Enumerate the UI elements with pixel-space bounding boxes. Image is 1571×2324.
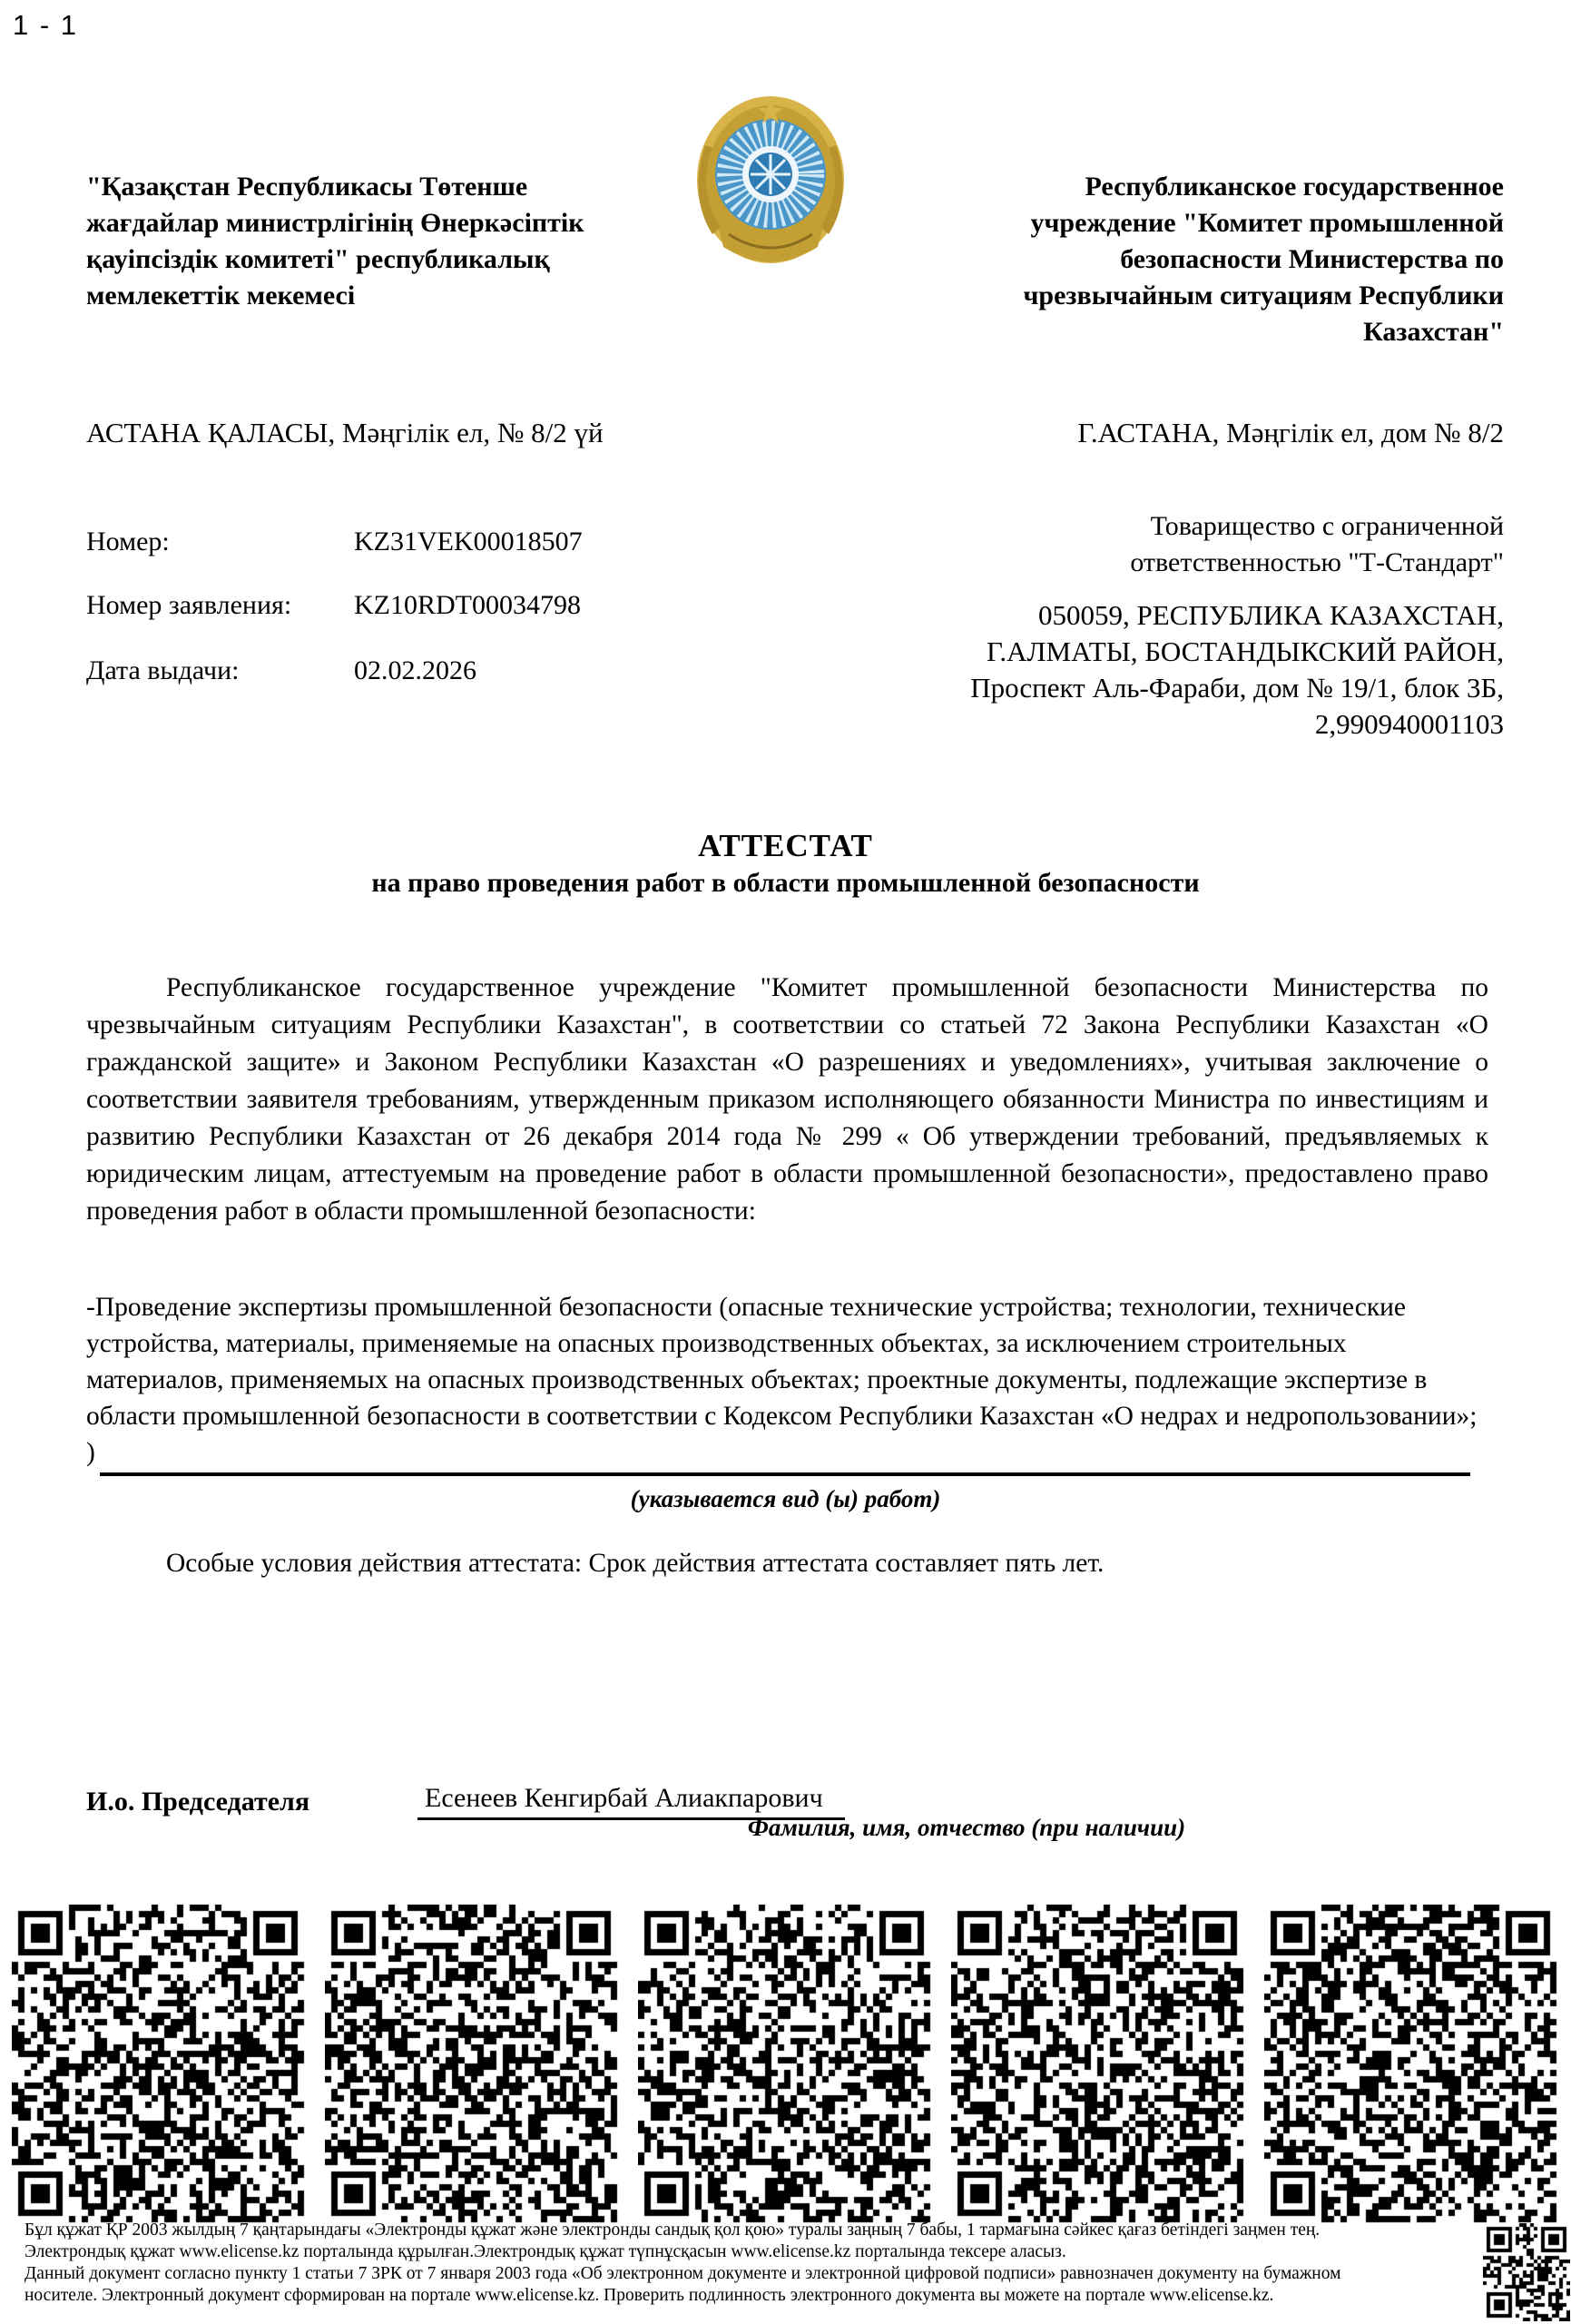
issuer-address-russian: Г.АСТАНА, Мәңгілік ел, дом № 8/2 [1077,417,1504,448]
qr-code-2 [325,1905,620,2224]
issue-date-label: Дата выдачи: [86,655,240,685]
issue-date-value: 02.02.2026 [354,655,476,685]
application-number-value: KZ10RDT00034798 [354,590,581,620]
qr-code-1 [12,1905,307,2224]
certificate-number-value: KZ31VEK00018507 [354,527,583,556]
page-number: 1 - 1 [13,9,79,41]
document-title: АТТЕСТАТ [698,828,873,863]
footer-line-ru-2: носителе. Электронный документ сформирован на портале www.elicense.kz. Проверить подлинность электронного документа вы можете на портале www.elicense.kz. [25,2286,1274,2305]
recipient-address: 050059, РЕСПУБЛИКА КАЗАХСТАН, Г.АЛМАТЫ, БОСТАНДЫКСКИЙ РАЙОН, Проспект Аль-Фараби, дом № 19/1, блок 3Б, 2,990940001103 [970,599,1504,740]
issuer-name-russian: Республиканское государственное учреждение "Комитет промышленной безопасности Министерства по чрезвычайным ситуациям Республики Казахстан" [1023,172,1504,347]
document-subtitle: на право проведения работ в области промышленной безопасности [371,868,1200,898]
grant-paragraph: Республиканское государственное учреждение "Комитет промышленной безопасности Министерства по чрезвычайным ситуациям Республики Казахстан", в соответствии со статьей 72 Закона Республики Казахстан «О гражданской защите» и Законом Республики Казахстан «О разрешениях и уведомлениях», учитывая заключение о соответствии заявителя требованиям, утвержденным приказом исполняющего обязанности Министра по инвестициям и развитию Республики Казахстан от 26 декабря 2014 года № 299 « Об утверждении требований, предъявляемых к юридическим лицам, аттестуемым на проведение работ в области промышленной безопасности», предоставлено право проведения работ в области промышленной безопасности: [86,973,1488,1226]
signature-qr-strip [12,1905,1559,2224]
application-number-label: Номер заявления: [86,590,292,620]
issuer-name-kazakh: "Қазақстан Республикасы Төтенше жағдайлар министрлігінің Өнеркәсіптік қауіпсіздік комитеті" республикалық мемлекеттік мекемесі [86,172,584,310]
qr-code-3 [638,1905,933,2224]
footer-line-kk-2: Электрондық құжат www.elicense.kz порталында құрылған.Электрондық құжат түпнұсқасын www.elicense.kz порталында тексере аласыз. [25,2242,1066,2261]
signatory-caption: Фамилия, имя, отчество (при наличии) [747,1814,1186,1841]
qr-code-4 [951,1905,1246,2224]
application-number-row [86,590,722,621]
special-conditions: Особые условия действия аттестата: Срок действия аттестата составляет пять лет. [166,1549,1105,1578]
work-types-paragraph: -Проведение экспертизы промышленной безопасности (опасные технические устройства; технологии, технические устройства, материалы, применяемые на опасных производственных объектах, за исключением строительных материалов, применяемых на опасных производственных объектах; проектные документы, подлежащие экспертизе в области промышленной безопасности в соответствии с Кодексом Республики Казахстан «О недрах и недропользовании»; ) [86,1293,1478,1467]
signatory-name: Есенеев Кенгирбай Алиакпарович [417,1783,845,1820]
footer-line-ru-1: Данный документ согласно пункту 1 статьи 7 ЗРК от 7 января 2003 года «Об электронном документе и электронной цифровой подписи» равнозначен документу на бумажном [25,2264,1341,2283]
legal-footer [25,2220,1477,2307]
certificate-number-row [86,527,722,557]
footer-line-kk-1: Бұл құжат ҚР 2003 жылдың 7 қаңтарындағы «Электронды құжат және электронды сандық қол қою» туралы заңның 7 бабы, 1 тармағына сәйкес қағаз бетіндегі заңмен тең. [25,2221,1321,2240]
certificate-number-label: Номер: [86,527,170,556]
signatory-position: И.о. Председателя [86,1787,310,1817]
issuer-address-kazakh: АСТАНА ҚАЛАСЫ, Мәңгілік ел, № 8/2 үй [86,417,604,448]
kazakhstan-emblem-icon [692,91,849,277]
work-types-caption: (указывается вид (ы) работ) [630,1485,941,1512]
recipient-name: Товарищество с ограниченной ответственностью "Т-Стандарт" [1130,511,1504,577]
work-types-underline [100,1472,1470,1476]
issue-date-row [86,655,722,686]
qr-code-5 [1264,1905,1559,2224]
qr-code-verification [1483,2223,1570,2321]
